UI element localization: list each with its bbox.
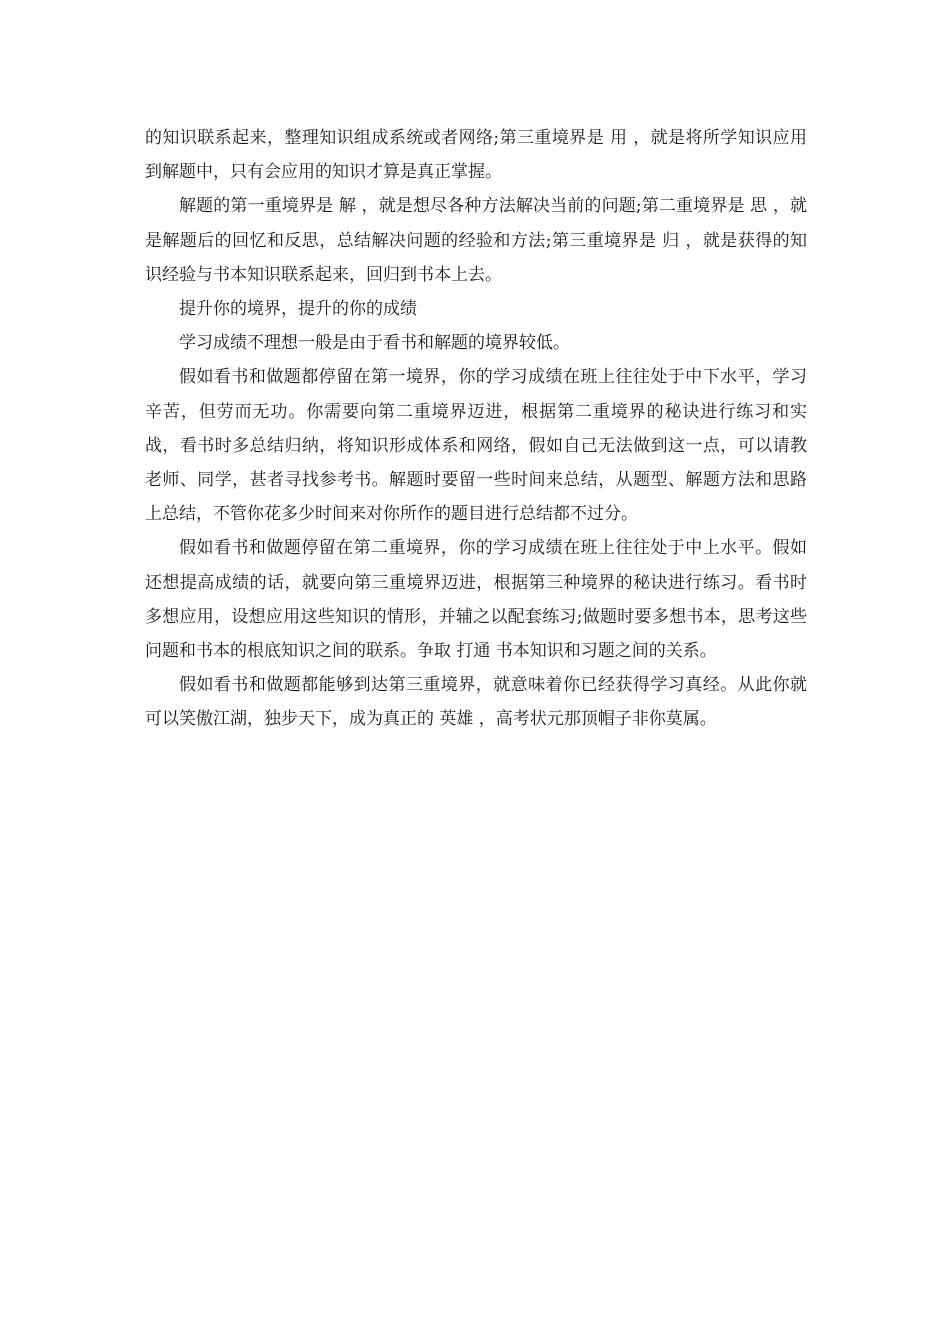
- paragraph-heading-raise-realm: 提升你的境界，提升的你的成绩: [179, 299, 417, 320]
- paragraph-third-realm-conclusion: 假如看书和做题都能够到达第三重境界，就意味着你已经获得学习真经。从此你就可以笑傲江湖，独步天下，成为真正的 英雄 ，高考状元那顶帽子非你莫属。: [145, 675, 807, 730]
- paragraph-low-realm-reason: 学习成绩不理想一般是由于看书和解题的境界较低。: [179, 333, 570, 354]
- document-page: [145, 121, 807, 737]
- paragraph-first-realm-advice: 假如看书和做题都停留在第一境界，你的学习成绩在班上往往处于中下水平，学习辛苦，但劳而无功。你需要向第二重境界迈进，根据第二重境界的秘诀进行练习和实战，看书时多总结归纳，将知识形成体系和网络，假如自己无法做到这一点，可以请教老师、同学，甚者寻找参考书。解题时要留一些时间来总结，从题型、解题方法和思路上总结，不管你花多少时间来对你所作的题目进行总结都不过分。: [145, 367, 807, 525]
- paragraph-continuation: 的知识联系起来，整理知识组成系统或者网络;第三重境界是 用 ，就是将所学知识应用到解题中，只有会应用的知识才算是真正掌握。: [145, 128, 807, 183]
- paragraph-problem-solving-realms: 解题的第一重境界是 解 ，就是想尽各种方法解决当前的问题;第二重境界是 思 ，就是解题后的回忆和反思，总结解决问题的经验和方法;第三重境界是 归 ，就是获得的知识经验与书本知识联系起来，回归到书本上去。: [145, 196, 807, 285]
- paragraph-second-realm-advice: 假如看书和做题停留在第二重境界，你的学习成绩在班上往往处于中上水平。假如还想提高成绩的话，就要向第三重境界迈进，根据第三种境界的秘诀进行练习。看书时多想应用，设想应用这些知识的情形，并辅之以配套练习;做题时要多想书本，思考这些问题和书本的根底知识之间的联系。争取 打通 书本知识和习题之间的关系。: [145, 538, 807, 662]
